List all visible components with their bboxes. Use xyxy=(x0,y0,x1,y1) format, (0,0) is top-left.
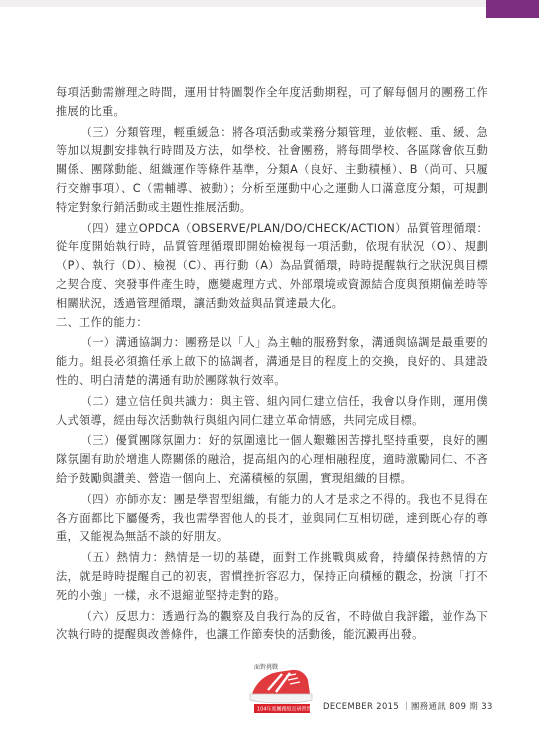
paragraph-opdca: （四）建立OPDCA（OBSERVE/PLAN/DO/CHECK/ACTION）品質管理循環：從年度開始執行時，品質管理循環即開始檢視每一項活動，依現有狀況（O）、規劃（P）、執行（D）、檢視（C）、再行動（A）為品質循環，時時提醒執行之狀況與目標之契合度、突發事件產生時，應變處理方式、外部環境或資源結合度與預期偏差時等相關狀況，透過管理循環，讓活動效益與品質達最大化。 xyxy=(56,221,488,310)
badge-bottom-text: 104年度團務組長研習營 xyxy=(257,706,312,713)
paragraph-classification: （三）分類管理，輕重緩急：將各項活動或業務分類管理，並依輕、重、緩、急等加以規劃安排執行時間及方法，如學校、社會團務，將每間學校、各區隊會依互動關係、團隊動能、組織運作等條件基準，分類A（良好、主動積極）、B（尚可、只履行交辦事項）、C（需輔導、被動）；分析至運動中心之運動人口滿意度分類，可規劃特定對象行銷活動或主題性推展活動。 xyxy=(56,125,488,214)
paragraph-reflection: （六）反思力：透過行為的觀察及自我行為的反省，不時做自我評鑑，並作為下次執行時的提醒與改善條件，也讓工作節奏快的活動後，能沉澱再出發。 xyxy=(56,609,488,642)
badge-top-text: 面對挑戰 xyxy=(254,664,279,671)
page-footer: DECEMBER 2015 ｜團務通訊 809 期 33 xyxy=(323,701,493,711)
paragraph-communication: （一）溝通協調力：團務是以「人」為主軸的服務對象，溝通與協調是最重要的能力。組長必須擔任承上啟下的協調者，溝通是目的程度上的交換，良好的、具建設性的、明白清楚的溝通有助於團隊執行效率。 xyxy=(56,336,488,387)
paragraph-atmosphere: （三）優質團隊氛圍力：好的氛圍遠比一個人艱難困苦撐扎堅持重要，良好的團隊氛圍有助於增進人際關係的融洽，提高組內的心理相融程度，適時激勵同仁、不吝給予鼓勵與讚美、營造一個向上、充滿積極的氛圍，實現組織的目標。 xyxy=(56,434,488,485)
corner-tab xyxy=(486,0,539,18)
article-body xyxy=(56,84,488,645)
paragraph-mentor: （四）亦師亦友：團是學習型組織，有能力的人才是求之不得的。我也不見得在各方面都比下屬優秀，我也需學習他人的長才，並與同仁互相切磋，達到既心存的尊重，又能視為無話不談的好朋友。 xyxy=(56,492,488,544)
paragraph-passion: （五）熱情力：熱情是一切的基礎，面對工作挑戰與威脅，持續保持熱情的方法，就是時時提醒自己的初衷，習慣挫折容忍力，保持正向積極的觀念，扮演「打不死的小強」一樣，永不退縮並堅持走對的路。 xyxy=(56,551,488,602)
section-heading-abilities: 二、工作的能力： xyxy=(56,315,148,329)
paragraph-trust: （二）建立信任與共識力：與主管、組內同仁建立信任，我會以身作則，運用僕人式領導，經由每次活動執行與組內同仁建立革命情感，共同完成目標。 xyxy=(56,394,488,427)
top-band xyxy=(0,0,539,7)
sneaker-logo xyxy=(248,660,314,715)
sneaker-sole xyxy=(250,694,312,703)
paragraph-intro: 每項活動需辦理之時間，運用甘特圖製作全年度活動期程，可了解每個月的團務工作推展的比重。 xyxy=(56,86,488,118)
